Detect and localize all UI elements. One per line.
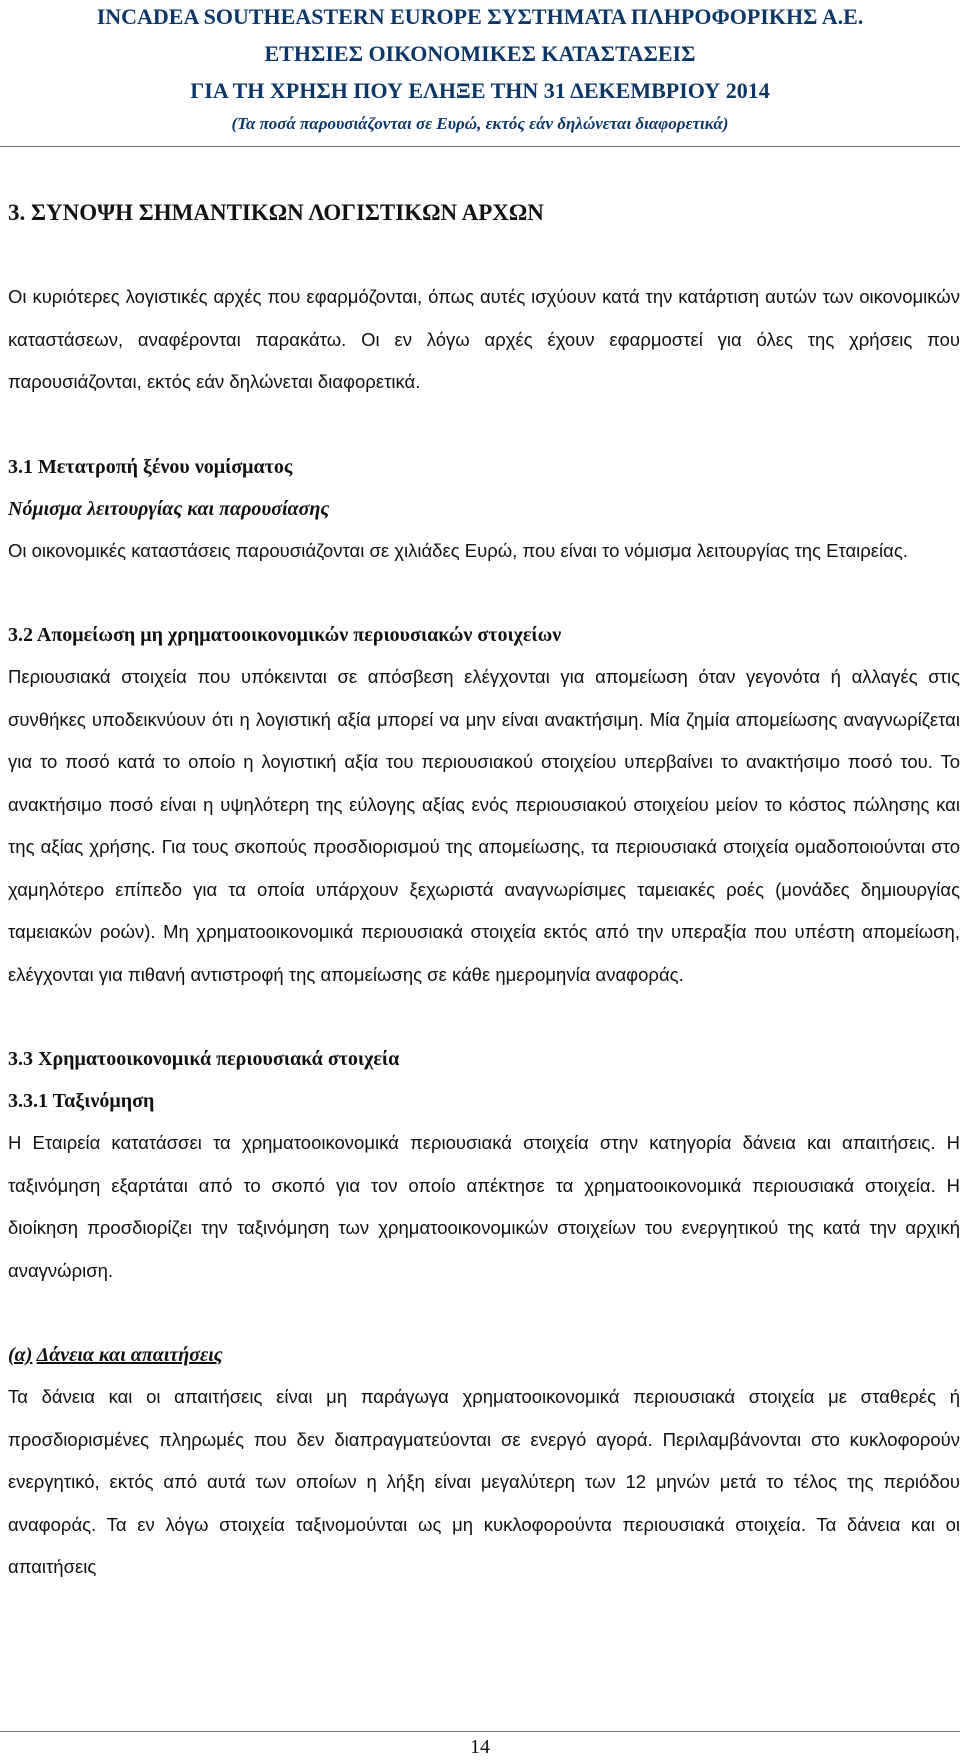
section-intro: Οι κυριότερες λογιστικές αρχές που εφαρμόζονται, όπως αυτές ισχύουν κατά την κατάρτιση αυτών των οικονομικών καταστάσεων, αναφέρονται παρακάτω. Οι εν λόγω αρχές έχουν εφαρμοστεί για όλες της χρήσεις που παρουσιάζονται, εκτός εάν δηλώνεται διαφορετικά. xyxy=(8,286,960,392)
loans-text: Τα δάνεια και οι απαιτήσεις είναι μη παράγωγα χρηματοοικονομικά περιουσιακά στοιχεία με σταθερές ή προσδιορισμένες πληρωμές που δεν διαπραγματεύονται σε ενεργό αγορά. Περιλαμβάνονται στο κυκλοφορούν ενεργητικό, εκτός από αυτά των οποίων η λήξη είναι μεγαλύτερη των 12 μηνών μετά το τέλος της περιόδου αναφοράς. Τα εν λόγω στοιχεία ταξινομούνται ως μη κυκλοφορούντα περιουσιακά στοιχεία. Τα δάνεια και οι απαιτήσεις xyxy=(8,1386,960,1577)
subsection-3-1-text: Οι οικονομικές καταστάσεις παρουσιάζονται σε χιλιάδες Ευρώ, που είναι το νόμισμα λειτουργίας της Εταιρείας. xyxy=(8,539,908,561)
report-title: ΕΤΗΣΙΕΣ ΟΙΚΟΝΟΜΙΚΕΣ ΚΑΤΑΣΤΑΣΕΙΣ xyxy=(264,41,696,66)
spacer xyxy=(8,404,960,446)
subsection-3-3-1-text: Η Εταιρεία κατατάσσει τα χρηματοοικονομικά περιουσιακά στοιχεία στην κατηγορία δάνεια και απαιτήσεις. Η ταξινόμηση εξαρτάται από το σκοπό για τον οποίο απέκτησε τα χρηματοοικονομικά περιουσιακά στοιχεία. Η διοίκηση προσδιορίζει την ταξινόμηση των χρηματοοικονομικών στοιχείων του ενεργητικού της κατά την αρχική αναγνώριση. xyxy=(8,1132,960,1281)
loans-title: Δάνεια και απαιτήσεις xyxy=(36,1344,223,1366)
spacer xyxy=(8,996,960,1038)
footer-divider xyxy=(0,1731,960,1732)
spacer xyxy=(8,234,960,276)
page-header xyxy=(0,0,960,146)
page-number: 14 xyxy=(470,1736,490,1758)
spacer xyxy=(8,572,960,614)
company-name: INCADEA SOUTHEASTERN EUROPE ΣΥΣΤΗΜΑΤΑ ΠΛΗΡΟΦΟΡΙΚΗΣ Α.Ε. xyxy=(96,4,864,29)
subsection-3-3-title: 3.3 Χρηματοοικονομικά περιουσιακά στοιχεία xyxy=(8,1048,400,1070)
subsection-3-2-title: 3.2 Απομείωση μη χρηματοοικονομικών περιουσιακών στοιχείων xyxy=(8,624,562,646)
header-divider xyxy=(0,146,960,147)
subsection-3-1-title: 3.1 Μετατροπή ξένου νομίσματος xyxy=(8,455,293,478)
subsection-3-1-subtitle: Νόμισμα λειτουργίας και παρουσίασης xyxy=(8,497,330,520)
loans-heading xyxy=(8,1334,960,1376)
subsection-3-2-text: Περιουσιακά στοιχεία που υπόκεινται σε απόσβεση ελέγχονται για απομείωση όταν γεγονότα ή αλλαγές στις συνθήκες υποδεικνύουν ότι η λογιστική αξία μπορεί να μην είναι ανακτήσιμη. Μία ζημία απομείωσης αναγνωρίζεται για το ποσό κατά το οποίο η λογιστική αξία του περιουσιακού στοιχείου υπερβαίνει το ανακτήσιμο ποσό του. Το ανακτήσιμο ποσό είναι η υψηλότερη της εύλογης αξίας ενός περιουσιακού στοιχείου μείον το κόστος πώλησης και της αξίας χρήσης. Για τους σκοπούς προσδιορισμού της απομείωσης, τα περιουσιακά στοιχεία ομαδοποιούνται στο χαμηλότερο επίπεδο για τα οποία υπάρχουν ξεχωριστά αναγνωρίσιμες ταμειακές ροές (μονάδες δημιουργίας ταμειακών ροών). Μη χρηματοοικονομικά περιουσιακά στοιχεία εκτός από την υπεραξία που υπέστη απομείωση, ελέγχονται για πιθανή αντιστροφή της απομείωσης σε κάθε ημερομηνία αναφοράς. xyxy=(8,666,960,985)
report-period: ΓΙΑ ΤΗ ΧΡΗΣΗ ΠΟΥ ΕΛΗΞΕ ΤΗΝ 31 ΔΕΚΕΜΒΡΙΟΥ 2014 xyxy=(190,78,770,103)
currency-note: (Τα ποσά παρουσιάζονται σε Ευρώ, εκτός εάν δηλώνεται διαφορετικά) xyxy=(231,114,729,133)
section-title: 3. ΣΥΝΟΨΗ ΣΗΜΑΝΤΙΚΩΝ ΛΟΓΙΣΤΙΚΩΝ ΑΡΧΩΝ xyxy=(8,200,544,225)
loans-label: (α) xyxy=(8,1344,33,1366)
spacer xyxy=(8,1292,960,1334)
document-body xyxy=(8,192,960,1589)
subsection-3-3-1-title: 3.3.1 Ταξινόμηση xyxy=(8,1090,155,1112)
